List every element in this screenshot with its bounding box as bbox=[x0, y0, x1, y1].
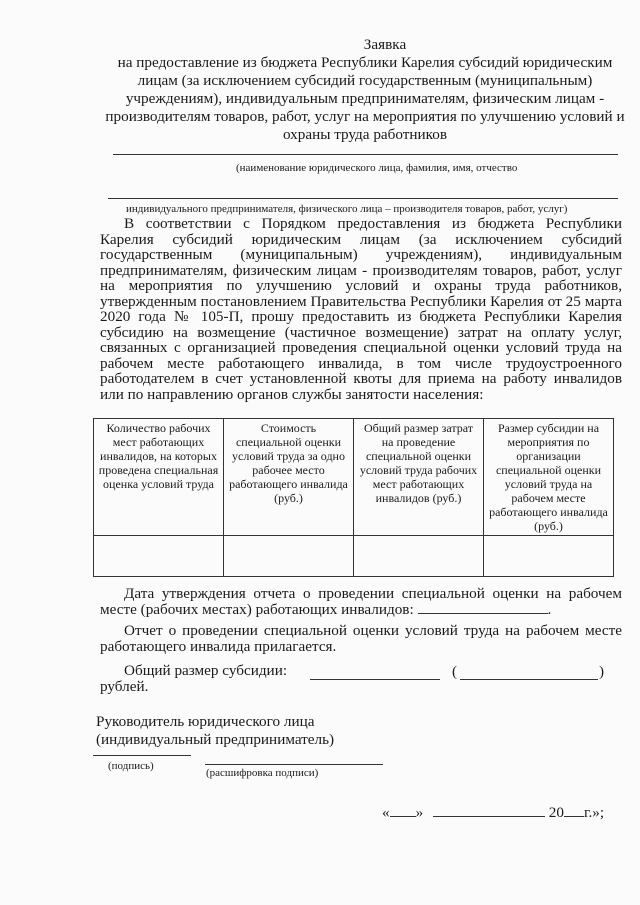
table-header-cell: Общий размер затрат на проведение специальной оценки условий труда рабочих мест работающих инвалидов (руб.) bbox=[354, 419, 484, 536]
date-close-quote: » bbox=[415, 804, 424, 821]
signature-field[interactable] bbox=[93, 755, 191, 756]
applicant-caption-2: индивидуального предпринимателя, физического лица – производителя товаров, работ, услуг) bbox=[126, 203, 568, 215]
main-paragraph: В соответствии с Порядком предоставления из бюджета Республики Карелия субсидий юридическим лицам (за исключением субсидий государственным (муниципальным) учреждениям), индивидуальным предпринимателям, физическим лицам - производителям товаров, работ, услуг на мероприятия по улучшению условий и охраны труда работников, утвержденным постановлением Правительства Республики Карелия от 25 марта 2020 года № 105-П, прошу предоставить из бюджета Республики Карелия субсидию на возмещение (частичное возмещение) затрат на оплату услуг, связанных с организацией проведения специальной оценки условий труда на рабочем месте работающего инвалида, в том числе трудоустроенного работодателем в счет установленной квоты для приема на работу инвалидов или по направлению органов службы занятости населения: bbox=[100, 215, 622, 403]
report-attached-text: Отчет о проведении специальной оценки условий труда на рабочем месте работающего инвалида прилагается. bbox=[100, 622, 622, 655]
table-cell[interactable] bbox=[94, 536, 224, 577]
table-cell[interactable] bbox=[224, 536, 354, 577]
date-open-quote: « bbox=[382, 804, 390, 821]
subsidy-label: Общий размер субсидии: bbox=[124, 662, 288, 679]
table-header-cell: Стоимость специальной оценки условий труда за одно рабочее место работающего инвалида (руб.) bbox=[224, 419, 354, 536]
subsidy-amount-words-field[interactable] bbox=[460, 679, 598, 680]
date-day-field[interactable] bbox=[390, 816, 416, 817]
report-date-text: Дата утверждения отчета о проведении специальной оценки на рабочем месте (рабочих местах) работающих инвалидов: bbox=[100, 585, 622, 618]
subsidy-table bbox=[93, 418, 614, 577]
subsidy-currency: рублей. bbox=[100, 678, 149, 695]
table-header-cell: Количество рабочих мест работающих инвалидов, на которых проведена специальная оценка условий труда bbox=[94, 419, 224, 536]
date-month-field[interactable] bbox=[433, 816, 545, 817]
date-year-suffix: г.»; bbox=[583, 804, 605, 821]
signature-decode-caption: (расшифровка подписи) bbox=[206, 767, 319, 779]
subsidy-open-paren: ( bbox=[452, 663, 458, 680]
applicant-name-line-2 bbox=[108, 198, 618, 199]
subsidy-close-paren: ) bbox=[599, 663, 605, 680]
table-header-cell: Размер субсидии на мероприятия по организации специальной оценки условий труда на рабочем месте работающего инвалида (руб.) bbox=[484, 419, 614, 536]
signer-line-2: (индивидуальный предприниматель) bbox=[96, 731, 335, 748]
signature-caption: (подпись) bbox=[108, 760, 154, 772]
date-year-prefix: 20 bbox=[548, 804, 564, 821]
table-cell[interactable] bbox=[354, 536, 484, 577]
subsidy-amount-field[interactable] bbox=[310, 679, 440, 680]
applicant-caption-1: (наименование юридического лица, фамилия, имя, отчество bbox=[236, 162, 518, 174]
signer-block bbox=[96, 713, 334, 749]
date-year-field[interactable] bbox=[564, 816, 584, 817]
title-text: на предоставление из бюджета Республики Карелия субсидий юридическим лицам (за исключением субсидий государственным (муниципальным) учреждениям), индивидуальным предпринимателям, физическим лицам - производителям товаров, работ, услуг на мероприятия по улучшению условий и охраны труда работников bbox=[105, 54, 625, 143]
title-word: Заявка bbox=[363, 36, 407, 53]
report-date-field[interactable] bbox=[418, 613, 548, 614]
document-title bbox=[100, 36, 630, 144]
signer-line-1: Руководитель юридического лица bbox=[96, 713, 315, 730]
applicant-name-line bbox=[113, 154, 618, 155]
report-date-paragraph: Дата утверждения отчета о проведении специальной оценки на рабочем месте (рабочих местах) работающих инвалидов: . bbox=[100, 585, 622, 618]
signature-decode-field[interactable] bbox=[205, 764, 383, 765]
table-cell[interactable] bbox=[484, 536, 614, 577]
date-line bbox=[382, 804, 604, 822]
